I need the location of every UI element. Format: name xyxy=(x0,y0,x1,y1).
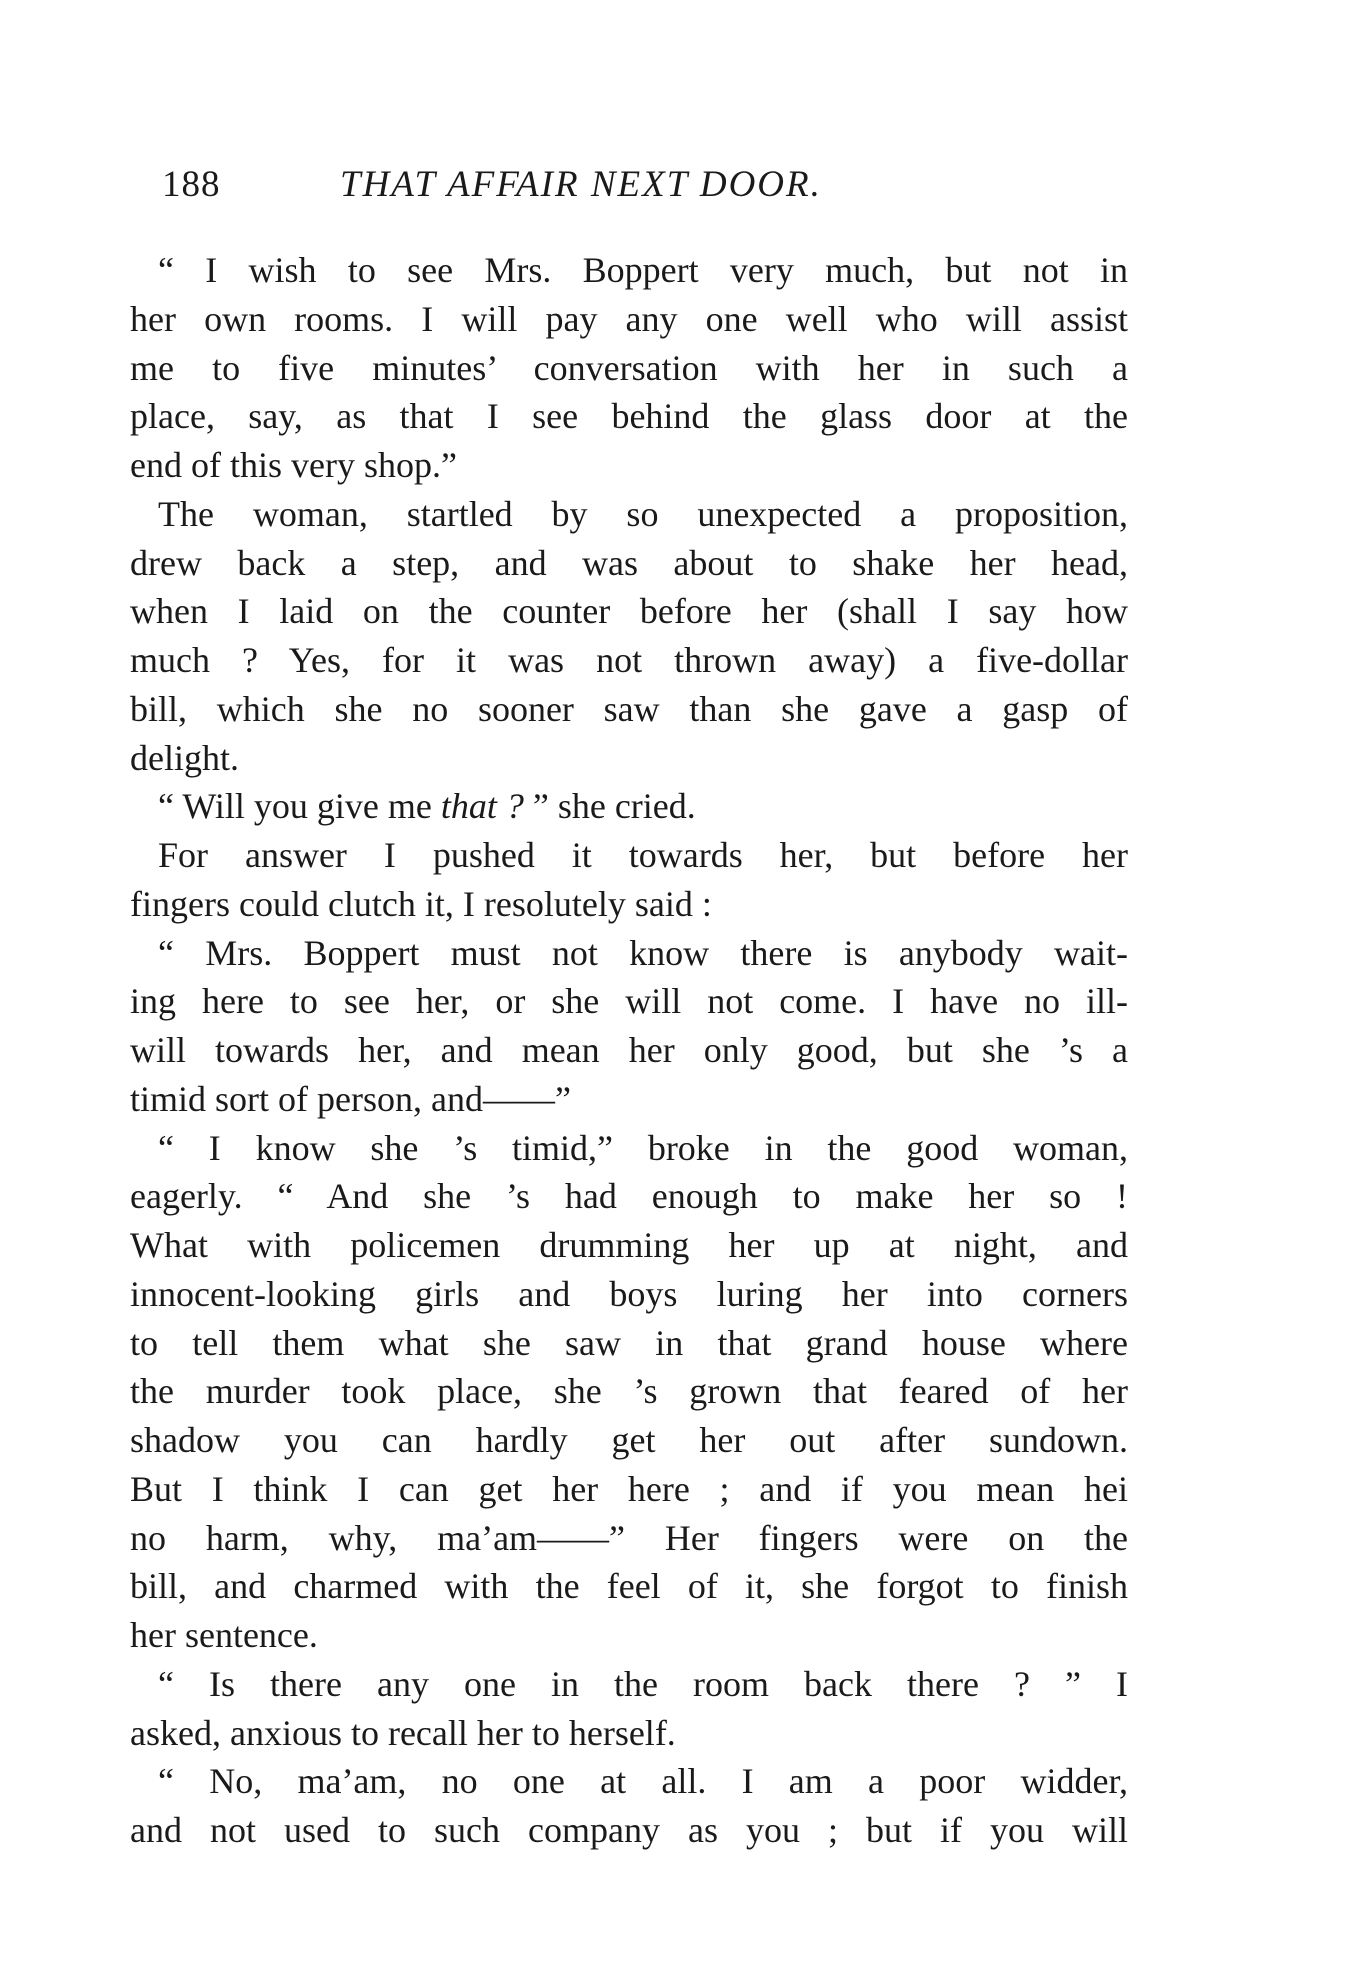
body-text xyxy=(130,246,1128,1855)
text-line: eagerly. “ And she ’s had enough to make her so ! xyxy=(130,1176,1128,1217)
text-line: fingers could clutch it, I resolutely said : xyxy=(130,883,712,924)
text-line: drew back a step, and was about to shake her head, xyxy=(130,542,1128,583)
running-title: THAT AFFAIR NEXT DOOR. xyxy=(340,164,822,205)
text-line: her sentence. xyxy=(130,1615,318,1655)
text-line: will towards her, and mean her only good, but she ’s a xyxy=(130,1030,1128,1070)
text-line: much ? Yes, for it was not thrown away) a five-dollar xyxy=(130,640,1128,680)
text-line: bill, and charmed with the feel of it, she forgot to finish xyxy=(130,1566,1128,1607)
text-line: “ I wish to see Mrs. Boppert very much, but not in xyxy=(158,250,1128,290)
text-line: “ Is there any one in the room back there ? ” I xyxy=(158,1663,1128,1704)
text-line: “ Will you give me that ? ” she cried. xyxy=(158,786,696,827)
text-line: asked, anxious to recall her to herself. xyxy=(130,1712,676,1753)
emphasis: that ? xyxy=(440,786,524,827)
text-line: “ Mrs. Boppert must not know there is anybody wait- xyxy=(158,932,1128,973)
text-line: The woman, startled by so unexpected a proposition, xyxy=(158,493,1128,534)
page-number: 188 xyxy=(162,164,221,205)
text-line: end of this very shop.” xyxy=(130,445,457,485)
text-line: But I think I can get her here ; and if you mean hei xyxy=(130,1468,1128,1509)
text-line: her own rooms. I will pay any one well who will assist xyxy=(130,298,1128,339)
text-line: the murder took place, she ’s grown that feared of her xyxy=(130,1371,1128,1412)
text-line: me to five minutes’ conversation with her in such a xyxy=(130,347,1128,388)
text-line: when I laid on the counter before her (shall I say how xyxy=(130,591,1128,632)
text-line: “ I know she ’s timid,” broke in the good woman, xyxy=(158,1127,1128,1168)
text-line: timid sort of person, and——” xyxy=(130,1078,571,1119)
text-line: What with policemen drumming her up at night, and xyxy=(130,1225,1128,1265)
text-line: no harm, why, ma’am——” Her fingers were on the xyxy=(130,1517,1128,1558)
text-line: delight. xyxy=(130,737,239,778)
text-line: shadow you can hardly get her out after sundown. xyxy=(130,1420,1128,1460)
running-head xyxy=(162,160,1162,210)
text-line: to tell them what she saw in that grand house where xyxy=(130,1322,1128,1363)
text-line: ing here to see her, or she will not come. I have no ill- xyxy=(130,981,1128,1022)
text-line: bill, which she no sooner saw than she gave a gasp of xyxy=(130,688,1128,729)
text-line: For answer I pushed it towards her, but before her xyxy=(158,835,1128,875)
text-line: and not used to such company as you ; but if you will xyxy=(130,1810,1128,1850)
text-line: “ No, ma’am, no one at all. I am a poor widder, xyxy=(158,1761,1128,1802)
text-line: place, say, as that I see behind the glass door at the xyxy=(130,396,1128,437)
text-line: innocent-looking girls and boys luring her into corners xyxy=(130,1273,1128,1314)
